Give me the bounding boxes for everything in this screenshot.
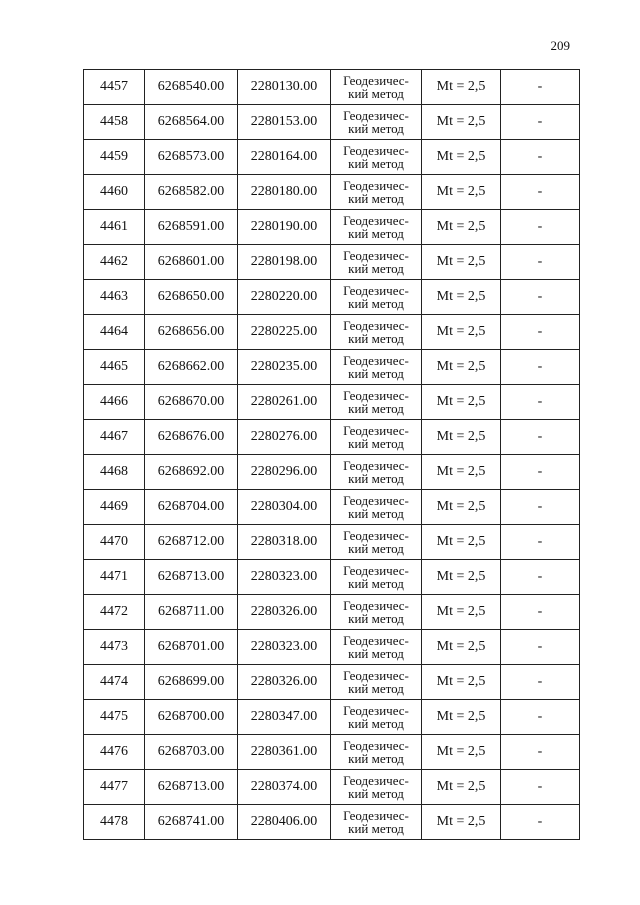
table-row xyxy=(84,490,580,525)
accuracy-cell: Mt = 2,5 xyxy=(422,315,501,350)
method-line: кий метод xyxy=(348,436,404,451)
method-cell xyxy=(331,735,422,770)
note-cell: - xyxy=(501,490,580,525)
coordinates-table-body xyxy=(84,70,580,840)
y-coordinate-cell: 2280220.00 xyxy=(238,280,331,315)
note-cell: - xyxy=(501,315,580,350)
x-coordinate-cell: 6268656.00 xyxy=(145,315,238,350)
y-coordinate-cell: 2280164.00 xyxy=(238,140,331,175)
accuracy-cell: Mt = 2,5 xyxy=(422,770,501,805)
coordinates-table xyxy=(83,69,580,840)
method-line: кий метод xyxy=(348,576,404,591)
method-cell xyxy=(331,700,422,735)
method-line: Геодезичес- xyxy=(343,633,409,648)
point-number-cell: 4468 xyxy=(84,455,145,490)
method-line: Геодезичес- xyxy=(343,598,409,613)
table-row xyxy=(84,210,580,245)
x-coordinate-cell: 6268699.00 xyxy=(145,665,238,700)
x-coordinate-cell: 6268582.00 xyxy=(145,175,238,210)
accuracy-cell: Mt = 2,5 xyxy=(422,665,501,700)
method-line: кий метод xyxy=(348,86,404,101)
method-cell xyxy=(331,490,422,525)
table-row xyxy=(84,350,580,385)
table-row xyxy=(84,420,580,455)
method-line: кий метод xyxy=(348,156,404,171)
x-coordinate-cell: 6268540.00 xyxy=(145,70,238,105)
method-line: Геодезичес- xyxy=(343,528,409,543)
method-line: Геодезичес- xyxy=(343,563,409,578)
note-cell: - xyxy=(501,385,580,420)
y-coordinate-cell: 2280323.00 xyxy=(238,560,331,595)
method-cell xyxy=(331,70,422,105)
y-coordinate-cell: 2280304.00 xyxy=(238,490,331,525)
accuracy-cell: Mt = 2,5 xyxy=(422,210,501,245)
method-line: Геодезичес- xyxy=(343,73,409,88)
method-line: Геодезичес- xyxy=(343,703,409,718)
method-cell xyxy=(331,105,422,140)
x-coordinate-cell: 6268676.00 xyxy=(145,420,238,455)
method-line: кий метод xyxy=(348,751,404,766)
method-cell xyxy=(331,560,422,595)
table-row xyxy=(84,455,580,490)
method-cell xyxy=(331,350,422,385)
table-row xyxy=(84,735,580,770)
method-cell xyxy=(331,665,422,700)
note-cell: - xyxy=(501,210,580,245)
method-line: Геодезичес- xyxy=(343,423,409,438)
method-line: Геодезичес- xyxy=(343,668,409,683)
x-coordinate-cell: 6268662.00 xyxy=(145,350,238,385)
note-cell: - xyxy=(501,175,580,210)
method-cell xyxy=(331,315,422,350)
accuracy-cell: Mt = 2,5 xyxy=(422,595,501,630)
point-number-cell: 4469 xyxy=(84,490,145,525)
method-line: кий метод xyxy=(348,296,404,311)
x-coordinate-cell: 6268713.00 xyxy=(145,560,238,595)
method-line: кий метод xyxy=(348,646,404,661)
method-line: Геодезичес- xyxy=(343,213,409,228)
method-line: Геодезичес- xyxy=(343,143,409,158)
x-coordinate-cell: 6268573.00 xyxy=(145,140,238,175)
x-coordinate-cell: 6268711.00 xyxy=(145,595,238,630)
accuracy-cell: Mt = 2,5 xyxy=(422,455,501,490)
method-line: Геодезичес- xyxy=(343,353,409,368)
y-coordinate-cell: 2280225.00 xyxy=(238,315,331,350)
table-row xyxy=(84,595,580,630)
accuracy-cell: Mt = 2,5 xyxy=(422,140,501,175)
point-number-cell: 4459 xyxy=(84,140,145,175)
method-line: Геодезичес- xyxy=(343,458,409,473)
note-cell: - xyxy=(501,245,580,280)
method-line: кий метод xyxy=(348,331,404,346)
point-number-cell: 4465 xyxy=(84,350,145,385)
method-line: кий метод xyxy=(348,716,404,731)
method-line: кий метод xyxy=(348,121,404,136)
x-coordinate-cell: 6268564.00 xyxy=(145,105,238,140)
y-coordinate-cell: 2280318.00 xyxy=(238,525,331,560)
accuracy-cell: Mt = 2,5 xyxy=(422,175,501,210)
method-line: Геодезичес- xyxy=(343,283,409,298)
accuracy-cell: Mt = 2,5 xyxy=(422,420,501,455)
y-coordinate-cell: 2280190.00 xyxy=(238,210,331,245)
point-number-cell: 4461 xyxy=(84,210,145,245)
y-coordinate-cell: 2280296.00 xyxy=(238,455,331,490)
y-coordinate-cell: 2280153.00 xyxy=(238,105,331,140)
y-coordinate-cell: 2280198.00 xyxy=(238,245,331,280)
point-number-cell: 4458 xyxy=(84,105,145,140)
point-number-cell: 4464 xyxy=(84,315,145,350)
method-line: кий метод xyxy=(348,821,404,836)
x-coordinate-cell: 6268703.00 xyxy=(145,735,238,770)
x-coordinate-cell: 6268741.00 xyxy=(145,805,238,840)
y-coordinate-cell: 2280235.00 xyxy=(238,350,331,385)
point-number-cell: 4472 xyxy=(84,595,145,630)
table-row xyxy=(84,70,580,105)
method-cell xyxy=(331,245,422,280)
method-line: Геодезичес- xyxy=(343,808,409,823)
y-coordinate-cell: 2280276.00 xyxy=(238,420,331,455)
note-cell: - xyxy=(501,280,580,315)
method-line: Геодезичес- xyxy=(343,248,409,263)
table-row xyxy=(84,700,580,735)
table-row xyxy=(84,770,580,805)
method-cell xyxy=(331,210,422,245)
method-cell xyxy=(331,140,422,175)
y-coordinate-cell: 2280130.00 xyxy=(238,70,331,105)
table-row xyxy=(84,630,580,665)
point-number-cell: 4460 xyxy=(84,175,145,210)
note-cell: - xyxy=(501,770,580,805)
x-coordinate-cell: 6268692.00 xyxy=(145,455,238,490)
method-line: кий метод xyxy=(348,226,404,241)
accuracy-cell: Mt = 2,5 xyxy=(422,105,501,140)
note-cell: - xyxy=(501,665,580,700)
method-line: кий метод xyxy=(348,681,404,696)
x-coordinate-cell: 6268650.00 xyxy=(145,280,238,315)
note-cell: - xyxy=(501,630,580,665)
method-line: Геодезичес- xyxy=(343,493,409,508)
method-line: Геодезичес- xyxy=(343,388,409,403)
method-cell xyxy=(331,385,422,420)
table-row xyxy=(84,315,580,350)
accuracy-cell: Mt = 2,5 xyxy=(422,525,501,560)
note-cell: - xyxy=(501,595,580,630)
table-row xyxy=(84,140,580,175)
method-line: Геодезичес- xyxy=(343,318,409,333)
note-cell: - xyxy=(501,805,580,840)
x-coordinate-cell: 6268591.00 xyxy=(145,210,238,245)
table-row xyxy=(84,280,580,315)
accuracy-cell: Mt = 2,5 xyxy=(422,280,501,315)
note-cell: - xyxy=(501,700,580,735)
note-cell: - xyxy=(501,560,580,595)
point-number-cell: 4478 xyxy=(84,805,145,840)
method-cell xyxy=(331,455,422,490)
point-number-cell: 4474 xyxy=(84,665,145,700)
x-coordinate-cell: 6268701.00 xyxy=(145,630,238,665)
y-coordinate-cell: 2280406.00 xyxy=(238,805,331,840)
y-coordinate-cell: 2280326.00 xyxy=(238,665,331,700)
accuracy-cell: Mt = 2,5 xyxy=(422,350,501,385)
method-line: Геодезичес- xyxy=(343,738,409,753)
y-coordinate-cell: 2280323.00 xyxy=(238,630,331,665)
method-cell xyxy=(331,525,422,560)
note-cell: - xyxy=(501,105,580,140)
y-coordinate-cell: 2280347.00 xyxy=(238,700,331,735)
table-row xyxy=(84,105,580,140)
page-number: 209 xyxy=(550,38,570,53)
note-cell: - xyxy=(501,525,580,560)
table-row xyxy=(84,385,580,420)
method-cell xyxy=(331,770,422,805)
point-number-cell: 4477 xyxy=(84,770,145,805)
y-coordinate-cell: 2280361.00 xyxy=(238,735,331,770)
method-line: кий метод xyxy=(348,506,404,521)
method-line: Геодезичес- xyxy=(343,178,409,193)
method-line: кий метод xyxy=(348,366,404,381)
table-row xyxy=(84,665,580,700)
point-number-cell: 4462 xyxy=(84,245,145,280)
method-cell xyxy=(331,630,422,665)
method-line: кий метод xyxy=(348,541,404,556)
x-coordinate-cell: 6268704.00 xyxy=(145,490,238,525)
note-cell: - xyxy=(501,420,580,455)
note-cell: - xyxy=(501,70,580,105)
point-number-cell: 4457 xyxy=(84,70,145,105)
table-row xyxy=(84,245,580,280)
method-line: Геодезичес- xyxy=(343,773,409,788)
method-cell xyxy=(331,595,422,630)
table-row xyxy=(84,175,580,210)
accuracy-cell: Mt = 2,5 xyxy=(422,245,501,280)
method-cell xyxy=(331,175,422,210)
y-coordinate-cell: 2280261.00 xyxy=(238,385,331,420)
method-cell xyxy=(331,280,422,315)
method-line: кий метод xyxy=(348,786,404,801)
method-line: кий метод xyxy=(348,261,404,276)
note-cell: - xyxy=(501,735,580,770)
y-coordinate-cell: 2280374.00 xyxy=(238,770,331,805)
accuracy-cell: Mt = 2,5 xyxy=(422,735,501,770)
point-number-cell: 4470 xyxy=(84,525,145,560)
point-number-cell: 4475 xyxy=(84,700,145,735)
point-number-cell: 4463 xyxy=(84,280,145,315)
point-number-cell: 4476 xyxy=(84,735,145,770)
point-number-cell: 4473 xyxy=(84,630,145,665)
accuracy-cell: Mt = 2,5 xyxy=(422,70,501,105)
note-cell: - xyxy=(501,455,580,490)
table-row xyxy=(84,525,580,560)
table-row xyxy=(84,805,580,840)
accuracy-cell: Mt = 2,5 xyxy=(422,805,501,840)
y-coordinate-cell: 2280326.00 xyxy=(238,595,331,630)
x-coordinate-cell: 6268670.00 xyxy=(145,385,238,420)
method-cell xyxy=(331,805,422,840)
accuracy-cell: Mt = 2,5 xyxy=(422,560,501,595)
method-line: кий метод xyxy=(348,611,404,626)
note-cell: - xyxy=(501,350,580,385)
method-cell xyxy=(331,420,422,455)
x-coordinate-cell: 6268712.00 xyxy=(145,525,238,560)
accuracy-cell: Mt = 2,5 xyxy=(422,700,501,735)
x-coordinate-cell: 6268601.00 xyxy=(145,245,238,280)
y-coordinate-cell: 2280180.00 xyxy=(238,175,331,210)
method-line: кий метод xyxy=(348,191,404,206)
x-coordinate-cell: 6268713.00 xyxy=(145,770,238,805)
method-line: кий метод xyxy=(348,401,404,416)
point-number-cell: 4471 xyxy=(84,560,145,595)
accuracy-cell: Mt = 2,5 xyxy=(422,630,501,665)
table-row xyxy=(84,560,580,595)
x-coordinate-cell: 6268700.00 xyxy=(145,700,238,735)
accuracy-cell: Mt = 2,5 xyxy=(422,490,501,525)
accuracy-cell: Mt = 2,5 xyxy=(422,385,501,420)
point-number-cell: 4466 xyxy=(84,385,145,420)
method-line: Геодезичес- xyxy=(343,108,409,123)
note-cell: - xyxy=(501,140,580,175)
point-number-cell: 4467 xyxy=(84,420,145,455)
method-line: кий метод xyxy=(348,471,404,486)
